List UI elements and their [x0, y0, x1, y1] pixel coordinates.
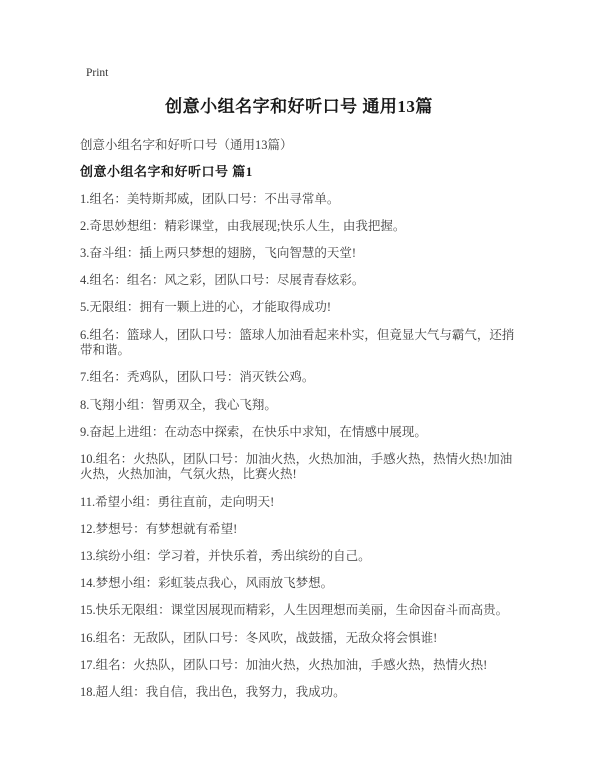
slogan-item: 9.奋起上进组：在动态中探索，在快乐中求知，在情感中展现。: [80, 424, 427, 439]
slogan-item: 11.希望小组：勇往直前，走向明天!: [80, 494, 275, 509]
section-heading: 创意小组名字和好听口号 篇1: [80, 164, 253, 179]
slogan-item: 3.奋斗组：插上两只梦想的翅膀，飞向智慧的天堂!: [80, 245, 357, 260]
slogan-item: 5.无限组：拥有一颗上进的心，才能取得成功!: [80, 300, 332, 315]
slogan-item: 18.超人组：我自信，我出色，我努力，我成功。: [80, 684, 346, 699]
slogan-item: 4.组名：组名：风之彩，团队口号：尽展青春炫彩。: [80, 273, 365, 288]
slogan-item: 16.组名：无敌队，团队口号：冬风吹，战鼓擂，无敌众将会惧谁!: [80, 630, 438, 645]
slogan-item: 17.组名：火热队，团队口号：加油火热，火热加油，手感火热，热情火热!: [80, 657, 488, 672]
slogan-item: 1.组名：美特斯邦威，团队口号：不出寻常单。: [80, 191, 340, 206]
slogan-item: 12.梦想号：有梦想就有希望!: [80, 521, 238, 536]
slogan-item: 2.奇思妙想组：精彩课堂，由我展现;快乐人生，由我把握。: [80, 218, 406, 233]
article-subtitle: 创意小组名字和好听口号（通用13篇）: [80, 138, 293, 152]
slogan-list: [80, 192, 518, 701]
slogan-item: 7.组名：秃鸡队，团队口号：消灭铁公鸡。: [80, 370, 315, 385]
slogan-item: 10.组名：火热队，团队口号：加油火热，火热加油，手感火热，热情火热!加油火热，火热加油，气氛火热，比赛火热!: [80, 451, 513, 482]
slogan-item: 15.快乐无限组：课堂因展现而精彩，人生因理想而美丽，生命因奋斗而高贵。: [80, 603, 509, 618]
slogan-item: 6.组名：篮球人，团队口号：篮球人加油看起来朴实，但竟显大气与霸气，还捎带和谐。: [80, 327, 515, 358]
slogan-item: 8.飞翔小组：智勇双全，我心飞翔。: [80, 397, 277, 412]
page-title: 创意小组名字和好听口号 通用13篇: [165, 97, 433, 116]
slogan-item: 13.缤纷小组：学习着，并快乐着，秀出缤纷的自己。: [80, 549, 371, 564]
print-button[interactable]: Print: [86, 67, 109, 79]
slogan-item: 14.梦想小组：彩虹装点我心，风雨放飞梦想。: [80, 576, 334, 591]
